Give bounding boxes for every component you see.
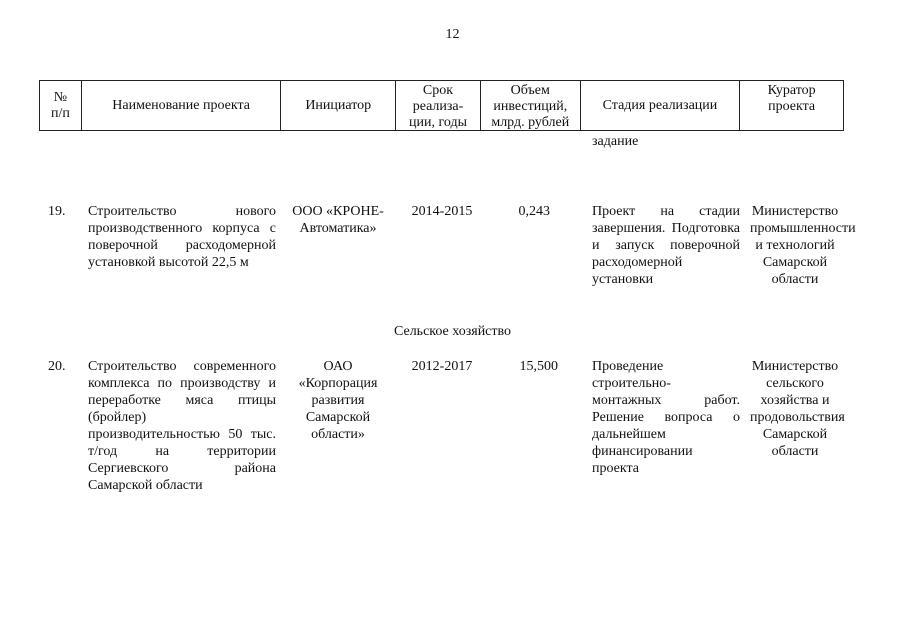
row-20-curator: Министерство сельского хозяйства и продовольствия Самарской области — [750, 359, 845, 459]
row-20-stage: Проведение строительно-монтажных работ. Решение вопроса о дальнейшем финансировании проекта — [592, 359, 740, 476]
row-20-term: 2012-2017 — [411, 359, 473, 374]
continuation-text: задание — [592, 134, 639, 149]
row-19-stage: Проект на стадии завершения. Подготовка и запуск поверочной расходомерной установки — [592, 204, 740, 287]
header-curator: Куратор проекта — [767, 83, 816, 114]
table-header — [39, 80, 844, 131]
row-19-initiator: ООО «КРОНЕ-Автоматика» — [292, 204, 384, 236]
header-term: Срок реализа- ции, годы — [396, 81, 481, 130]
header-num: № п/п — [40, 81, 82, 130]
row-20-name: Строительство современного комплекса по производству и переработке мяса птицы (бройлер) производительностью 50 тыс. т/год на территории Сергиевского района Самарской области — [88, 359, 276, 493]
row-19-term: 2014-2015 — [411, 204, 473, 219]
row-20-volume: 15,500 — [519, 359, 558, 374]
page-number: 12 — [445, 27, 460, 42]
row-19-name: Строительство нового производственного корпуса с поверочной расходомерной установкой высотой 22,5 м — [88, 204, 276, 270]
row-19-curator: Министерство промышленности и технологий Самарской области — [750, 204, 856, 287]
header-volume: Объем инвестиций, млрд. рублей — [481, 81, 581, 130]
header-stage: Стадия реализации — [581, 81, 741, 130]
header-name: Наименование проекта — [82, 81, 282, 130]
row-19-num: 19. — [48, 204, 66, 219]
header-initiator: Инициатор — [281, 81, 396, 130]
row-20-num: 20. — [48, 359, 66, 374]
section-title: Сельское хозяйство — [393, 324, 512, 339]
row-19-volume: 0,243 — [518, 204, 550, 219]
row-20-initiator: ОАО «Корпорация развития Самарской области» — [298, 359, 378, 442]
